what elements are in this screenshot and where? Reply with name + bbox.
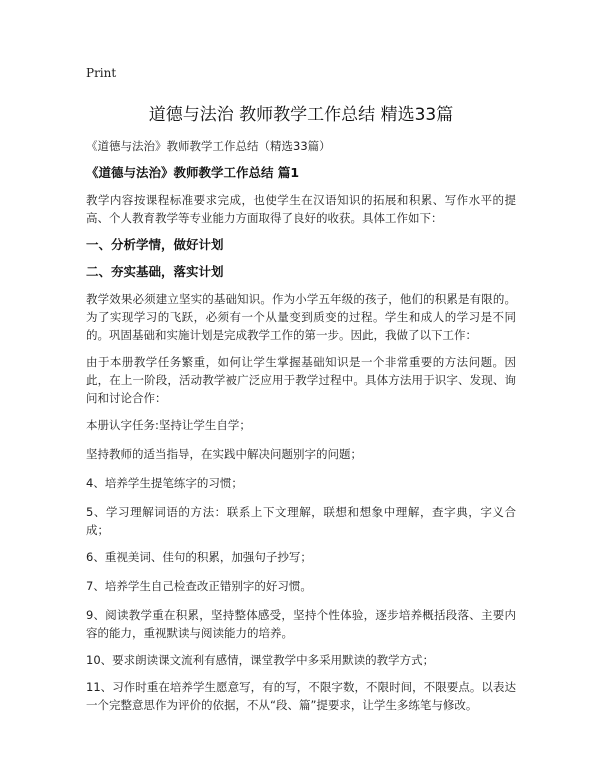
paragraph-method: 由于本册教学任务繁重，如何让学生掌握基础知识是一个非常重要的方法问题。因此，在上一阶段，活动教学被广泛应用于教学过程中。具体方法用于识字、发现、询问和讨论合作：: [86, 355, 516, 405]
document-page: [86, 66, 516, 723]
list-item-7: 7、培养学生自己检查改正错别字的好习惯。: [86, 579, 312, 593]
paragraph-self-study: 本册认字任务:坚持让学生自学；: [86, 418, 251, 432]
heading-foundation: 二、夯实基础，落实计划: [86, 264, 224, 279]
heading-analysis: 一、分析学情，做好计划: [86, 237, 224, 252]
paragraph-guidance: 坚持教师的适当指导，在实践中解决问题别字的问题；: [86, 447, 362, 461]
intro-paragraph: 教学内容按课程标准要求完成，也使学生在汉语知识的拓展和积累、写作水平的提高、个人教育教学等专业能力方面取得了良好的收获。具体工作如下：: [86, 193, 516, 225]
list-item-9: 9、阅读教学重在积累，坚持整体感受，坚持个性体验，逐步培养概括段落、主要内容的能力，重视默读与阅读能力的培养。: [86, 608, 516, 640]
page-title: 道德与法治 教师教学工作总结 精选33篇: [148, 105, 454, 125]
list-item-5: 5、学习理解词语的方法：联系上下文理解，联想和想象中理解，查字典，字义合成；: [86, 505, 516, 537]
list-item-6: 6、重视美词、佳句的积累，加强句子抄写；: [86, 550, 312, 564]
print-label: Print: [86, 66, 117, 80]
list-item-4: 4、培养学生提笔练字的习惯；: [86, 476, 243, 490]
list-item-11: 11、习作时重在培养学生愿意写，有的写，不限字数，不限时间，不限要点。以表达一个完整意思作为评价的依据，不从“段、篇”提要求，让学生多练笔与修改。: [86, 680, 516, 712]
list-item-10: 10、要求朗读课文流利有感情，课堂教学中多采用默读的教学方式；: [86, 653, 435, 667]
section-title: 《道德与法治》教师教学工作总结 篇1: [86, 165, 300, 180]
paragraph-foundation: 教学效果必须建立坚实的基础知识。作为小学五年级的孩子，他们的积累是有限的。为了实现学习的飞跃，必须有一个从量变到质变的过程。学生和成人的学习是不同的。巩固基础和实施计划是完成教学工作的第一步。因此，我做了以下工作：: [86, 292, 516, 342]
page-subtitle: 《道德与法治》教师教学工作总结（精选33篇）: [86, 139, 331, 153]
